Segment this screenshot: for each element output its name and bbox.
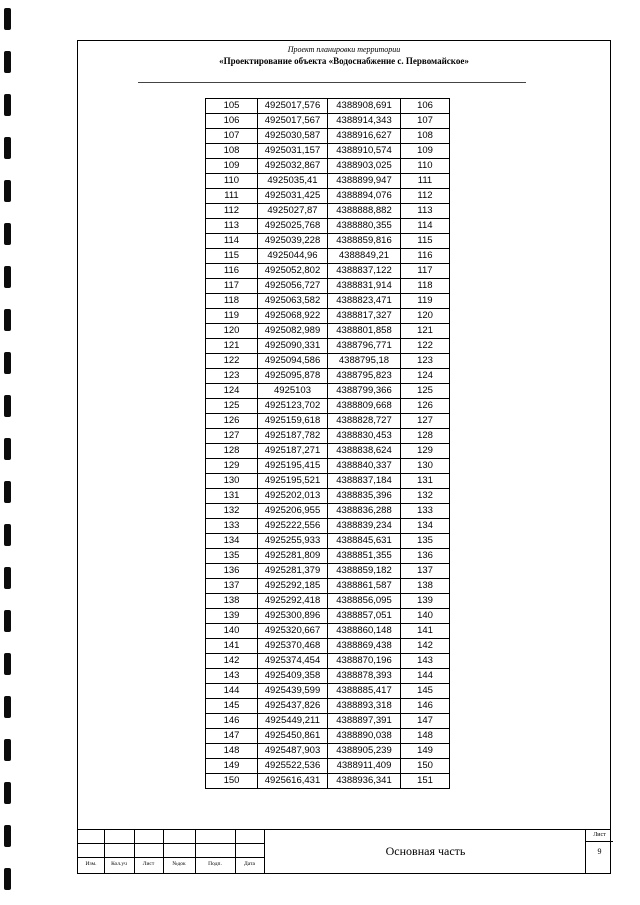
next-point-cell: 150 [401, 759, 450, 774]
point-number-cell: 139 [206, 609, 258, 624]
coord-x-cell: 4925017,576 [258, 99, 328, 114]
point-number-cell: 145 [206, 699, 258, 714]
table-row [206, 159, 450, 174]
coord-x-cell: 4925255,933 [258, 534, 328, 549]
table-row [206, 204, 450, 219]
binding-holes [4, 0, 14, 905]
point-number-cell: 134 [206, 534, 258, 549]
point-number-cell: 142 [206, 654, 258, 669]
table-row [206, 594, 450, 609]
next-point-cell: 137 [401, 564, 450, 579]
coord-y-cell: 4388916,627 [328, 129, 401, 144]
coord-x-cell: 4925187,782 [258, 429, 328, 444]
point-number-cell: 129 [206, 459, 258, 474]
coord-y-cell: 4388835,396 [328, 489, 401, 504]
coord-y-cell: 4388849,21 [328, 249, 401, 264]
coord-x-cell: 4925159,618 [258, 414, 328, 429]
coord-y-cell: 4388880,355 [328, 219, 401, 234]
next-point-cell: 139 [401, 594, 450, 609]
coord-x-cell: 4925094,586 [258, 354, 328, 369]
table-row [206, 324, 450, 339]
point-number-cell: 110 [206, 174, 258, 189]
point-number-cell: 109 [206, 159, 258, 174]
coord-y-cell: 4388894,076 [328, 189, 401, 204]
table-row [206, 639, 450, 654]
table-row [206, 264, 450, 279]
coord-x-cell: 4925031,425 [258, 189, 328, 204]
table-row [206, 174, 450, 189]
coord-x-cell: 4925281,379 [258, 564, 328, 579]
binding-hole [4, 696, 11, 718]
coord-y-cell: 4388857,051 [328, 609, 401, 624]
coord-y-cell: 4388914,343 [328, 114, 401, 129]
point-number-cell: 122 [206, 354, 258, 369]
table-row [206, 759, 450, 774]
coord-x-cell: 4925370,468 [258, 639, 328, 654]
coord-y-cell: 4388911,409 [328, 759, 401, 774]
next-point-cell: 128 [401, 429, 450, 444]
coord-x-cell: 4925439,599 [258, 684, 328, 699]
table-row [206, 684, 450, 699]
coord-x-cell: 4925320,667 [258, 624, 328, 639]
table-row [206, 669, 450, 684]
coord-y-cell: 4388903,025 [328, 159, 401, 174]
next-point-cell: 141 [401, 624, 450, 639]
coord-y-cell: 4388799,366 [328, 384, 401, 399]
point-number-cell: 116 [206, 264, 258, 279]
coord-x-cell: 4925522,536 [258, 759, 328, 774]
next-point-cell: 120 [401, 309, 450, 324]
coord-y-cell: 4388860,148 [328, 624, 401, 639]
table-row [206, 144, 450, 159]
point-number-cell: 112 [206, 204, 258, 219]
coord-y-cell: 4388899,947 [328, 174, 401, 189]
coord-x-cell: 4925195,415 [258, 459, 328, 474]
table-row [206, 399, 450, 414]
next-point-cell: 116 [401, 249, 450, 264]
point-number-cell: 105 [206, 99, 258, 114]
table-row [206, 459, 450, 474]
table-row [206, 114, 450, 129]
binding-hole [4, 395, 11, 417]
binding-hole [4, 352, 11, 374]
point-number-cell: 144 [206, 684, 258, 699]
table-row [206, 429, 450, 444]
next-point-cell: 134 [401, 519, 450, 534]
coord-y-cell: 4388823,471 [328, 294, 401, 309]
point-number-cell: 149 [206, 759, 258, 774]
coord-y-cell: 4388897,391 [328, 714, 401, 729]
next-point-cell: 112 [401, 189, 450, 204]
point-number-cell: 115 [206, 249, 258, 264]
coord-y-cell: 4388870,196 [328, 654, 401, 669]
binding-hole [4, 739, 11, 761]
table-row [206, 279, 450, 294]
coord-x-cell: 4925082,989 [258, 324, 328, 339]
coord-x-cell: 4925437,826 [258, 699, 328, 714]
point-number-cell: 106 [206, 114, 258, 129]
point-number-cell: 120 [206, 324, 258, 339]
table-row [206, 624, 450, 639]
point-number-cell: 123 [206, 369, 258, 384]
coord-x-cell: 4925032,867 [258, 159, 328, 174]
next-point-cell: 147 [401, 714, 450, 729]
next-point-cell: 123 [401, 354, 450, 369]
table-row [206, 579, 450, 594]
point-number-cell: 146 [206, 714, 258, 729]
coord-y-cell: 4388840,337 [328, 459, 401, 474]
table-row [206, 534, 450, 549]
point-number-cell: 131 [206, 489, 258, 504]
table-row [206, 129, 450, 144]
next-point-cell: 115 [401, 234, 450, 249]
coordinates-table [205, 98, 450, 789]
coord-x-cell: 4925056,727 [258, 279, 328, 294]
title-block [78, 829, 610, 873]
next-point-cell: 122 [401, 339, 450, 354]
coord-y-cell: 4388845,631 [328, 534, 401, 549]
coord-x-cell: 4925031,157 [258, 144, 328, 159]
point-number-cell: 121 [206, 339, 258, 354]
sheet-number: 9 [597, 847, 602, 856]
point-number-cell: 107 [206, 129, 258, 144]
binding-hole [4, 438, 11, 460]
coord-y-cell: 4388839,234 [328, 519, 401, 534]
coord-x-cell: 4925195,521 [258, 474, 328, 489]
document-frame [77, 40, 611, 874]
coord-y-cell: 4388795,823 [328, 369, 401, 384]
next-point-cell: 135 [401, 534, 450, 549]
point-number-cell: 124 [206, 384, 258, 399]
binding-hole [4, 868, 11, 890]
label-list: Лист [142, 861, 155, 867]
binding-hole [4, 782, 11, 804]
next-point-cell: 132 [401, 489, 450, 504]
point-number-cell: 140 [206, 624, 258, 639]
coord-x-cell: 4925068,922 [258, 309, 328, 324]
coord-x-cell: 4925292,418 [258, 594, 328, 609]
coord-y-cell: 4388893,318 [328, 699, 401, 714]
coord-x-cell: 4925449,211 [258, 714, 328, 729]
next-point-cell: 107 [401, 114, 450, 129]
point-number-cell: 117 [206, 279, 258, 294]
table-row [206, 219, 450, 234]
coord-y-cell: 4388837,184 [328, 474, 401, 489]
binding-hole [4, 309, 11, 331]
table-row [206, 699, 450, 714]
table-row [206, 294, 450, 309]
next-point-cell: 111 [401, 174, 450, 189]
table-row [206, 444, 450, 459]
binding-hole [4, 137, 11, 159]
coord-y-cell: 4388859,816 [328, 234, 401, 249]
table-row [206, 249, 450, 264]
next-point-cell: 108 [401, 129, 450, 144]
table-row [206, 549, 450, 564]
coord-y-cell: 4388885,417 [328, 684, 401, 699]
coord-y-cell: 4388936,341 [328, 774, 401, 789]
point-number-cell: 128 [206, 444, 258, 459]
point-number-cell: 147 [206, 729, 258, 744]
header-project-line: Проект планировки территории [287, 45, 401, 54]
point-number-cell: 125 [206, 399, 258, 414]
coord-x-cell: 4925487,903 [258, 744, 328, 759]
binding-hole [4, 94, 11, 116]
table-row [206, 474, 450, 489]
label-podp: Подп. [208, 861, 222, 867]
table-row [206, 189, 450, 204]
coord-y-cell: 4388910,574 [328, 144, 401, 159]
point-number-cell: 132 [206, 504, 258, 519]
coord-x-cell: 4925450,861 [258, 729, 328, 744]
coord-y-cell: 4388905,239 [328, 744, 401, 759]
coord-x-cell: 4925017,567 [258, 114, 328, 129]
sheet-cell [585, 830, 613, 873]
coord-x-cell: 4925222,556 [258, 519, 328, 534]
coord-x-cell: 4925300,896 [258, 609, 328, 624]
coord-y-cell: 4388837,122 [328, 264, 401, 279]
coord-y-cell: 4388817,327 [328, 309, 401, 324]
coord-x-cell: 4925281,809 [258, 549, 328, 564]
table-row [206, 354, 450, 369]
next-point-cell: 119 [401, 294, 450, 309]
next-point-cell: 143 [401, 654, 450, 669]
binding-hole [4, 266, 11, 288]
coord-y-cell: 4388831,914 [328, 279, 401, 294]
coord-x-cell: 4925187,271 [258, 444, 328, 459]
coord-y-cell: 4388795,18 [328, 354, 401, 369]
next-point-cell: 124 [401, 369, 450, 384]
binding-hole [4, 610, 11, 632]
coord-y-cell: 4388888,882 [328, 204, 401, 219]
table-row [206, 504, 450, 519]
coord-y-cell: 4388796,771 [328, 339, 401, 354]
table-row [206, 234, 450, 249]
table-row [206, 654, 450, 669]
coord-y-cell: 4388890,038 [328, 729, 401, 744]
next-point-cell: 126 [401, 399, 450, 414]
point-number-cell: 133 [206, 519, 258, 534]
sheet-label: Лист [593, 832, 606, 838]
next-point-cell: 140 [401, 609, 450, 624]
table-row [206, 414, 450, 429]
point-number-cell: 111 [206, 189, 258, 204]
next-point-cell: 131 [401, 474, 450, 489]
coord-x-cell: 4925052,802 [258, 264, 328, 279]
next-point-cell: 121 [401, 324, 450, 339]
coord-y-cell: 4388838,624 [328, 444, 401, 459]
point-number-cell: 130 [206, 474, 258, 489]
next-point-cell: 106 [401, 99, 450, 114]
next-point-cell: 130 [401, 459, 450, 474]
next-point-cell: 109 [401, 144, 450, 159]
coord-x-cell: 4925206,955 [258, 504, 328, 519]
table-row [206, 564, 450, 579]
point-number-cell: 108 [206, 144, 258, 159]
coord-y-cell: 4388836,288 [328, 504, 401, 519]
table-row [206, 609, 450, 624]
next-point-cell: 129 [401, 444, 450, 459]
coord-y-cell: 4388878,393 [328, 669, 401, 684]
coord-x-cell: 4925027,87 [258, 204, 328, 219]
coord-y-cell: 4388828,727 [328, 414, 401, 429]
point-number-cell: 127 [206, 429, 258, 444]
header-object-line: «Проектирование объекта «Водоснабжение с. Первомайское» [219, 56, 469, 66]
next-point-cell: 117 [401, 264, 450, 279]
coord-x-cell: 4925095,878 [258, 369, 328, 384]
point-number-cell: 118 [206, 294, 258, 309]
coord-y-cell: 4388801,858 [328, 324, 401, 339]
next-point-cell: 127 [401, 414, 450, 429]
coord-x-cell: 4925044,96 [258, 249, 328, 264]
binding-hole [4, 51, 11, 73]
table-row [206, 744, 450, 759]
next-point-cell: 113 [401, 204, 450, 219]
next-point-cell: 118 [401, 279, 450, 294]
next-point-cell: 142 [401, 639, 450, 654]
label-ndok: №док [172, 861, 186, 867]
coord-x-cell: 4925039,228 [258, 234, 328, 249]
next-point-cell: 144 [401, 669, 450, 684]
coord-x-cell: 4925035,41 [258, 174, 328, 189]
point-number-cell: 114 [206, 234, 258, 249]
table-row [206, 774, 450, 789]
next-point-cell: 125 [401, 384, 450, 399]
table-row [206, 339, 450, 354]
point-number-cell: 141 [206, 639, 258, 654]
coord-x-cell: 4925409,358 [258, 669, 328, 684]
next-point-cell: 110 [401, 159, 450, 174]
point-number-cell: 135 [206, 549, 258, 564]
table-row [206, 729, 450, 744]
next-point-cell: 145 [401, 684, 450, 699]
table-row [206, 99, 450, 114]
table-row [206, 369, 450, 384]
binding-hole [4, 653, 11, 675]
next-point-cell: 136 [401, 549, 450, 564]
coord-y-cell: 4388861,587 [328, 579, 401, 594]
coord-y-cell: 4388851,355 [328, 549, 401, 564]
next-point-cell: 148 [401, 729, 450, 744]
binding-hole [4, 223, 11, 245]
binding-hole [4, 524, 11, 546]
binding-hole [4, 481, 11, 503]
next-point-cell: 146 [401, 699, 450, 714]
label-kol-uch: Кол.уч [111, 861, 127, 867]
next-point-cell: 151 [401, 774, 450, 789]
point-number-cell: 143 [206, 669, 258, 684]
binding-hole [4, 180, 11, 202]
coord-y-cell: 4388809,668 [328, 399, 401, 414]
coord-x-cell: 4925063,582 [258, 294, 328, 309]
label-izm: Изм. [85, 861, 97, 867]
point-number-cell: 136 [206, 564, 258, 579]
label-data: Дата [244, 861, 255, 867]
next-point-cell: 149 [401, 744, 450, 759]
header-rule [138, 82, 526, 83]
coord-x-cell: 4925030,587 [258, 129, 328, 144]
coord-y-cell: 4388830,453 [328, 429, 401, 444]
point-number-cell: 150 [206, 774, 258, 789]
next-point-cell: 133 [401, 504, 450, 519]
coord-y-cell: 4388908,691 [328, 99, 401, 114]
binding-hole [4, 825, 11, 847]
point-number-cell: 137 [206, 579, 258, 594]
point-number-cell: 113 [206, 219, 258, 234]
table-row [206, 309, 450, 324]
coord-x-cell: 4925090,331 [258, 339, 328, 354]
point-number-cell: 126 [206, 414, 258, 429]
binding-hole [4, 567, 11, 589]
point-number-cell: 119 [206, 309, 258, 324]
coord-x-cell: 4925025,768 [258, 219, 328, 234]
table-row [206, 519, 450, 534]
table-row [206, 384, 450, 399]
revision-grid [78, 830, 264, 873]
coord-x-cell: 4925616,431 [258, 774, 328, 789]
table-row [206, 714, 450, 729]
coord-x-cell: 4925202,013 [258, 489, 328, 504]
coord-y-cell: 4388859,182 [328, 564, 401, 579]
coord-y-cell: 4388869,438 [328, 639, 401, 654]
coord-x-cell: 4925292,185 [258, 579, 328, 594]
coord-x-cell: 4925103 [258, 384, 328, 399]
coord-x-cell: 4925374,454 [258, 654, 328, 669]
coord-x-cell: 4925123,702 [258, 399, 328, 414]
coord-y-cell: 4388856,095 [328, 594, 401, 609]
point-number-cell: 138 [206, 594, 258, 609]
point-number-cell: 148 [206, 744, 258, 759]
binding-hole [4, 8, 11, 30]
table-row [206, 489, 450, 504]
section-title: Основная часть [264, 830, 586, 873]
next-point-cell: 114 [401, 219, 450, 234]
next-point-cell: 138 [401, 579, 450, 594]
